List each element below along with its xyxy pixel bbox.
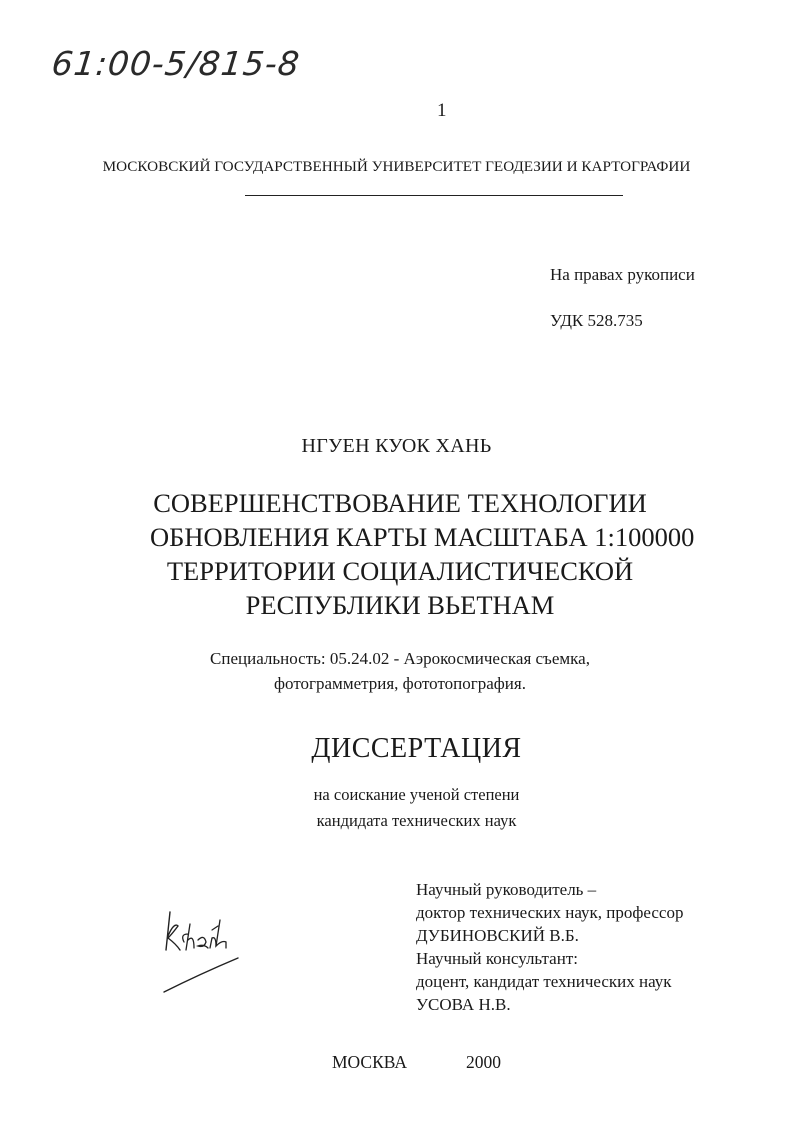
degree-sought	[0, 782, 793, 834]
supervisor-credentials: доктор технических наук, профессор	[416, 903, 684, 922]
author-signature	[160, 900, 250, 1000]
author-name: НГУЕН КУОК ХАНЬ	[301, 435, 492, 457]
specialty-line: Специальность: 05.24.02 - Аэрокосмическая съемка,	[210, 649, 590, 668]
supervisor-role: Научный руководитель –	[416, 880, 597, 899]
title-line: РЕСПУБЛИКИ ВЬЕТНАМ	[245, 590, 555, 620]
consultant-credentials: доцент, кандидат технических наук	[416, 972, 672, 991]
city: МОСКВА	[332, 1052, 407, 1072]
page-number: 1	[437, 100, 447, 121]
specialty-line: фотограмметрия, фототопография.	[274, 674, 526, 693]
archive-stamp-code: 61:00-5/815-8	[49, 44, 303, 83]
title-line: ТЕРРИТОРИИ СОЦИАЛИСТИЧЕСКОЙ	[166, 556, 634, 586]
specialty	[150, 646, 650, 696]
title-line: ОБНОВЛЕНИЯ КАРТЫ МАСШТАБА 1:100000	[150, 522, 695, 552]
supervisor-name: ДУБИНОВСКИЙ В.Б.	[416, 926, 579, 945]
udc-code: УДК 528.735	[550, 311, 643, 330]
manuscript-rights-note: На правах рукописи	[550, 265, 695, 284]
document-type: ДИССЕРТАЦИЯ	[311, 733, 522, 764]
consultant-role: Научный консультант:	[416, 949, 578, 968]
degree-line: кандидата технических наук	[316, 811, 517, 830]
supervisors-block	[416, 878, 683, 1016]
year: 2000	[466, 1052, 501, 1072]
header-rule	[245, 195, 623, 196]
title-line: СОВЕРШЕНСТВОВАНИЕ ТЕХНОЛОГИИ	[153, 488, 647, 518]
university-name: МОСКОВСКИЙ ГОСУДАРСТВЕННЫЙ УНИВЕРСИТЕТ ГЕОДЕЗИИ И КАРТОГРАФИИ	[102, 158, 691, 175]
consultant-name: УСОВА Н.В.	[416, 995, 511, 1014]
dissertation-title	[150, 486, 695, 622]
degree-line: на соискание ученой степени	[313, 785, 520, 804]
